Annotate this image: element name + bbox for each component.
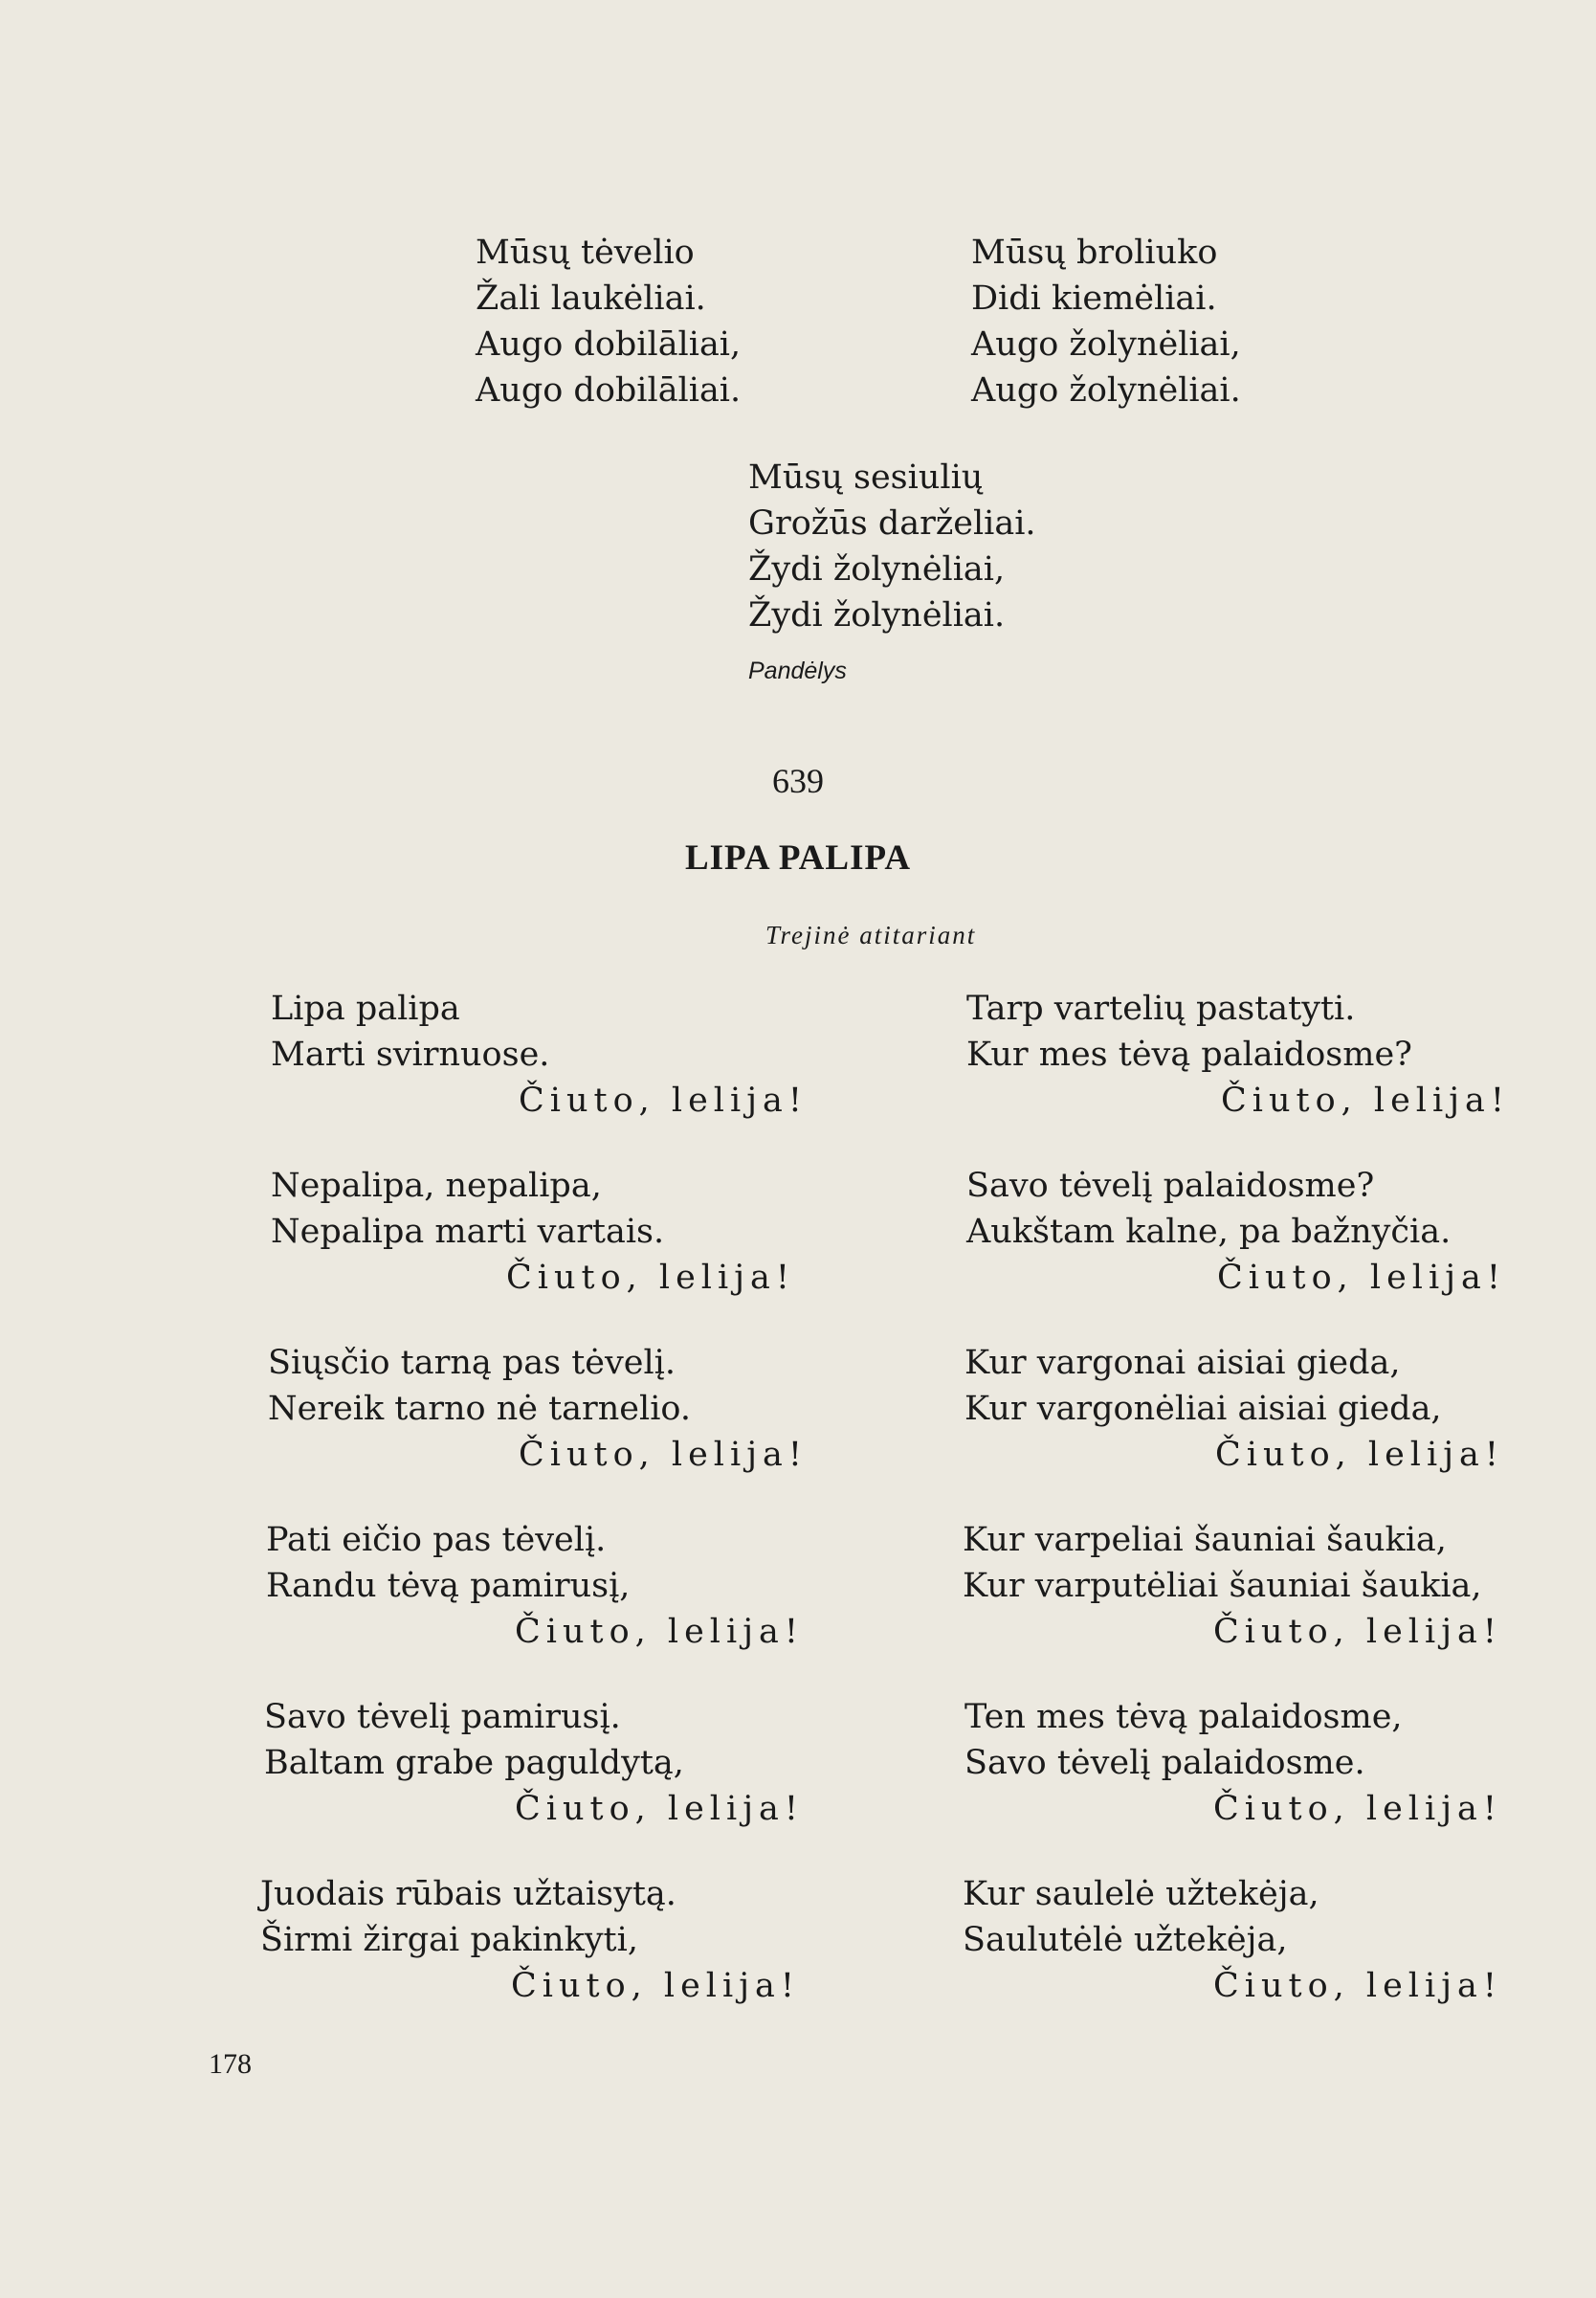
- refrain: Čiuto, lelija!: [1213, 1790, 1502, 1828]
- verse-line: Savo tėvelį pamirusį.: [264, 1698, 621, 1736]
- refrain: Čiuto, lelija!: [515, 1613, 804, 1651]
- refrain: Čiuto, lelija!: [1215, 1436, 1504, 1474]
- verse-line: Nepalipa marti vartais.: [271, 1213, 665, 1251]
- verse-line: Ten mes tėvą palaidosme,: [964, 1698, 1403, 1736]
- verse-line: Mūsų sesiulių: [748, 458, 984, 497]
- song-subtitle: Trejinė atitariant: [765, 921, 977, 949]
- verse-line: Kur vargonėliai aisiai gieda,: [964, 1390, 1442, 1428]
- verse-line: Kur mes tėvą palaidosme?: [966, 1036, 1412, 1074]
- refrain: Čiuto, lelija!: [1217, 1259, 1506, 1297]
- verse-line: Žali laukėliai.: [476, 279, 706, 318]
- verse-line: Augo žolynėliai.: [971, 371, 1241, 410]
- song-title: LIPA PALIPA: [684, 838, 912, 878]
- stanza: [266, 1517, 804, 1655]
- verse-line: Marti svirnuose.: [271, 1036, 550, 1074]
- refrain: Čiuto, lelija!: [1221, 1082, 1510, 1120]
- verse-line: Grožūs darželiai.: [748, 504, 1036, 543]
- verse-line: Nereik tarno nė tarnelio.: [268, 1390, 691, 1428]
- prev-song-right-column: [971, 230, 1241, 413]
- verse-line: Saulutėlė užtekėja,: [963, 1921, 1288, 1959]
- verse-line: Lipa palipa: [271, 990, 460, 1028]
- stanza: [966, 1163, 1506, 1301]
- refrain: Čiuto, lelija!: [1213, 1967, 1502, 2005]
- verse-line: Savo tėvelį palaidosme.: [964, 1744, 1365, 1782]
- verse-line: Kur varpeliai šauniai šaukia,: [963, 1521, 1447, 1559]
- verse-line: Siųsčio tarną pas tėvelį.: [268, 1344, 676, 1382]
- refrain: Čiuto, lelija!: [519, 1436, 808, 1474]
- verse-line: Žydi žolynėliai.: [748, 596, 1006, 635]
- refrain: Čiuto, lelija!: [506, 1259, 795, 1297]
- stanza: [964, 1340, 1504, 1478]
- verse-line: Kur saulelė užtekėja,: [963, 1875, 1319, 1913]
- stanza: [963, 1517, 1502, 1655]
- stanza: [271, 986, 808, 1124]
- stanza: [963, 1871, 1502, 2009]
- verse-line: Žydi žolynėliai,: [748, 550, 1006, 589]
- verse-line: Širmi žirgai pakinkyti,: [260, 1921, 638, 1959]
- refrain: Čiuto, lelija!: [519, 1082, 808, 1120]
- verse-line: Pati eičio pas tėvelį.: [266, 1521, 607, 1559]
- prev-song-left-column: [476, 230, 741, 413]
- verse-line: Randu tėvą pamirusį,: [266, 1567, 631, 1605]
- verse-line: Aukštam kalne, pa bažnyčia.: [966, 1213, 1452, 1251]
- verse-line: Tarp vartelių pastatyti.: [966, 990, 1356, 1028]
- refrain: Čiuto, lelija!: [511, 1967, 800, 2005]
- stanza: [260, 1871, 800, 2009]
- prev-song-center-stanza: [748, 455, 1036, 638]
- verse-line: Kur vargonai aisiai gieda,: [964, 1344, 1401, 1382]
- verse-line: Augo dobilāliai,: [476, 325, 742, 364]
- verse-line: Nepalipa, nepalipa,: [271, 1167, 602, 1205]
- verse-line: Augo dobilāliai.: [476, 371, 742, 410]
- verse-line: Didi kiemėliai.: [971, 279, 1217, 318]
- page-number: 178: [209, 2048, 252, 2080]
- verse-line: Mūsų broliuko: [971, 234, 1218, 272]
- stanza: [264, 1694, 804, 1832]
- stanza: [271, 1163, 795, 1301]
- refrain: Čiuto, lelija!: [515, 1790, 804, 1828]
- verse-line: Mūsų tėvelio: [476, 234, 695, 272]
- verse-line: Kur varputėliai šauniai šaukia,: [963, 1567, 1482, 1605]
- stanza: [964, 1694, 1502, 1832]
- verse-line: Savo tėvelį palaidosme?: [966, 1167, 1375, 1205]
- refrain: Čiuto, lelija!: [1213, 1613, 1502, 1651]
- song-number: 639: [772, 762, 824, 800]
- stanza: [966, 986, 1510, 1124]
- verse-line: Baltam grabe paguldytą,: [264, 1744, 684, 1782]
- stanza: [268, 1340, 808, 1478]
- verse-line: Augo žolynėliai,: [971, 325, 1241, 364]
- verse-line: Juodais rūbais užtaisytą.: [260, 1875, 676, 1913]
- source-location: Pandėlys: [748, 658, 847, 684]
